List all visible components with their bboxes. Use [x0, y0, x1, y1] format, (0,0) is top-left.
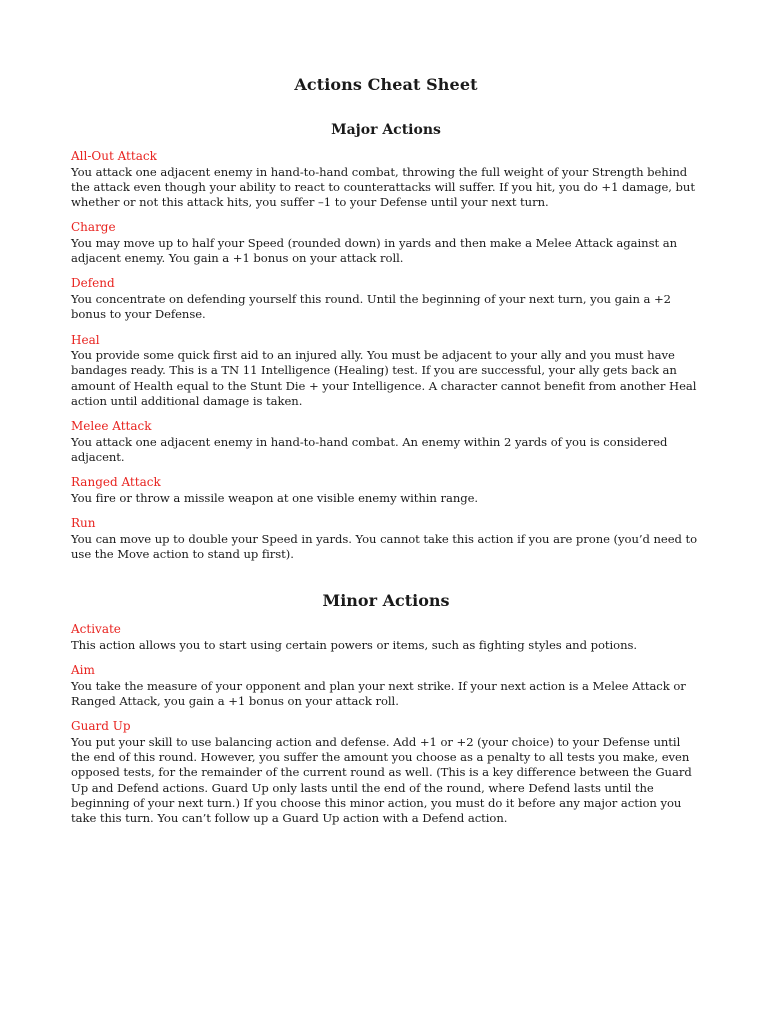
action-entry-heal [71, 333, 701, 410]
action-description: You put your skill to use balancing action and defense. Add +1 or +2 (your choice) to your Defense until the end of this round. However, you suffer the amount you choose as a penalty to all tests you make, even opposed tests, for the remainder of the current round as well. (This is a key difference between the Guard Up and Defend actions. Guard Up only lasts until the end of the round, where Defend lasts until the beginning of your next turn.) If you choose this minor action, you must do it before any major action you take this turn. You can’t follow up a Guard Up action with a Defend action. [71, 734, 692, 826]
document-title: Actions Cheat Sheet [294, 75, 478, 94]
action-name: Run [71, 516, 96, 531]
action-name: Heal [71, 332, 100, 347]
action-description: You may move up to half your Speed (rounded down) in yards and then make a Melee Attack against an adjacent enemy. You gain a +1 bonus on your attack roll. [71, 235, 678, 266]
section-title-major-actions: Major Actions [331, 122, 441, 138]
action-entry-aim [71, 663, 701, 709]
action-description: You attack one adjacent enemy in hand-to-hand combat, throwing the full weight of your Strength behind the attack even though your ability to react to counterattacks will suffer. If you hit, you do +1 damage, but whether or not this attack hits, you suffer –1 to your Defense until your next turn. [71, 164, 695, 210]
action-name: Guard Up [71, 719, 131, 734]
action-name: Activate [71, 622, 121, 637]
action-description: You can move up to double your Speed in yards. You cannot take this action if you are prone (you’d need to use the Move action to stand up first). [71, 531, 698, 561]
action-entry-melee-attack [71, 419, 701, 465]
action-description: You attack one adjacent enemy in hand-to-hand combat. An enemy within 2 yards of you is considered adjacent. [71, 434, 668, 465]
action-entry-run [71, 516, 701, 562]
action-entry-activate [71, 622, 701, 653]
action-description: You fire or throw a missile weapon at one visible enemy within range. [71, 490, 479, 505]
action-name: Melee Attack [71, 419, 152, 434]
action-name: Ranged Attack [71, 475, 161, 490]
action-description: You take the measure of your opponent and plan your next strike. If your next action is a Melee Attack or Ranged Attack, you gain a +1 bonus on your attack roll. [71, 678, 686, 708]
action-name: Aim [71, 663, 95, 678]
action-name: Defend [71, 276, 115, 291]
section-title-minor-actions: Minor Actions [322, 591, 450, 611]
action-entry-ranged-attack [71, 475, 701, 506]
document-page [71, 72, 701, 826]
action-entry-all-out-attack [71, 149, 701, 210]
action-entry-defend [71, 276, 701, 322]
action-description: This action allows you to start using certain powers or items, such as fighting styles and potions. [71, 637, 638, 652]
action-entry-charge [71, 220, 701, 266]
action-name: Charge [71, 220, 116, 235]
action-entry-guard-up [71, 719, 701, 826]
action-name: All-Out Attack [71, 149, 157, 163]
action-description: You provide some quick first aid to an injured ally. You must be adjacent to your ally and you must have bandages ready. This is a TN 11 Intelligence (Healing) test. If you are successful, your ally gets back an amount of Health equal to the Stunt Die + your Intelligence. A character cannot benefit from another Heal action until additional damage is taken. [71, 348, 697, 408]
action-description: You concentrate on defending yourself this round. Until the beginning of your next turn, you gain a +2 bonus to your Defense. [71, 291, 672, 322]
